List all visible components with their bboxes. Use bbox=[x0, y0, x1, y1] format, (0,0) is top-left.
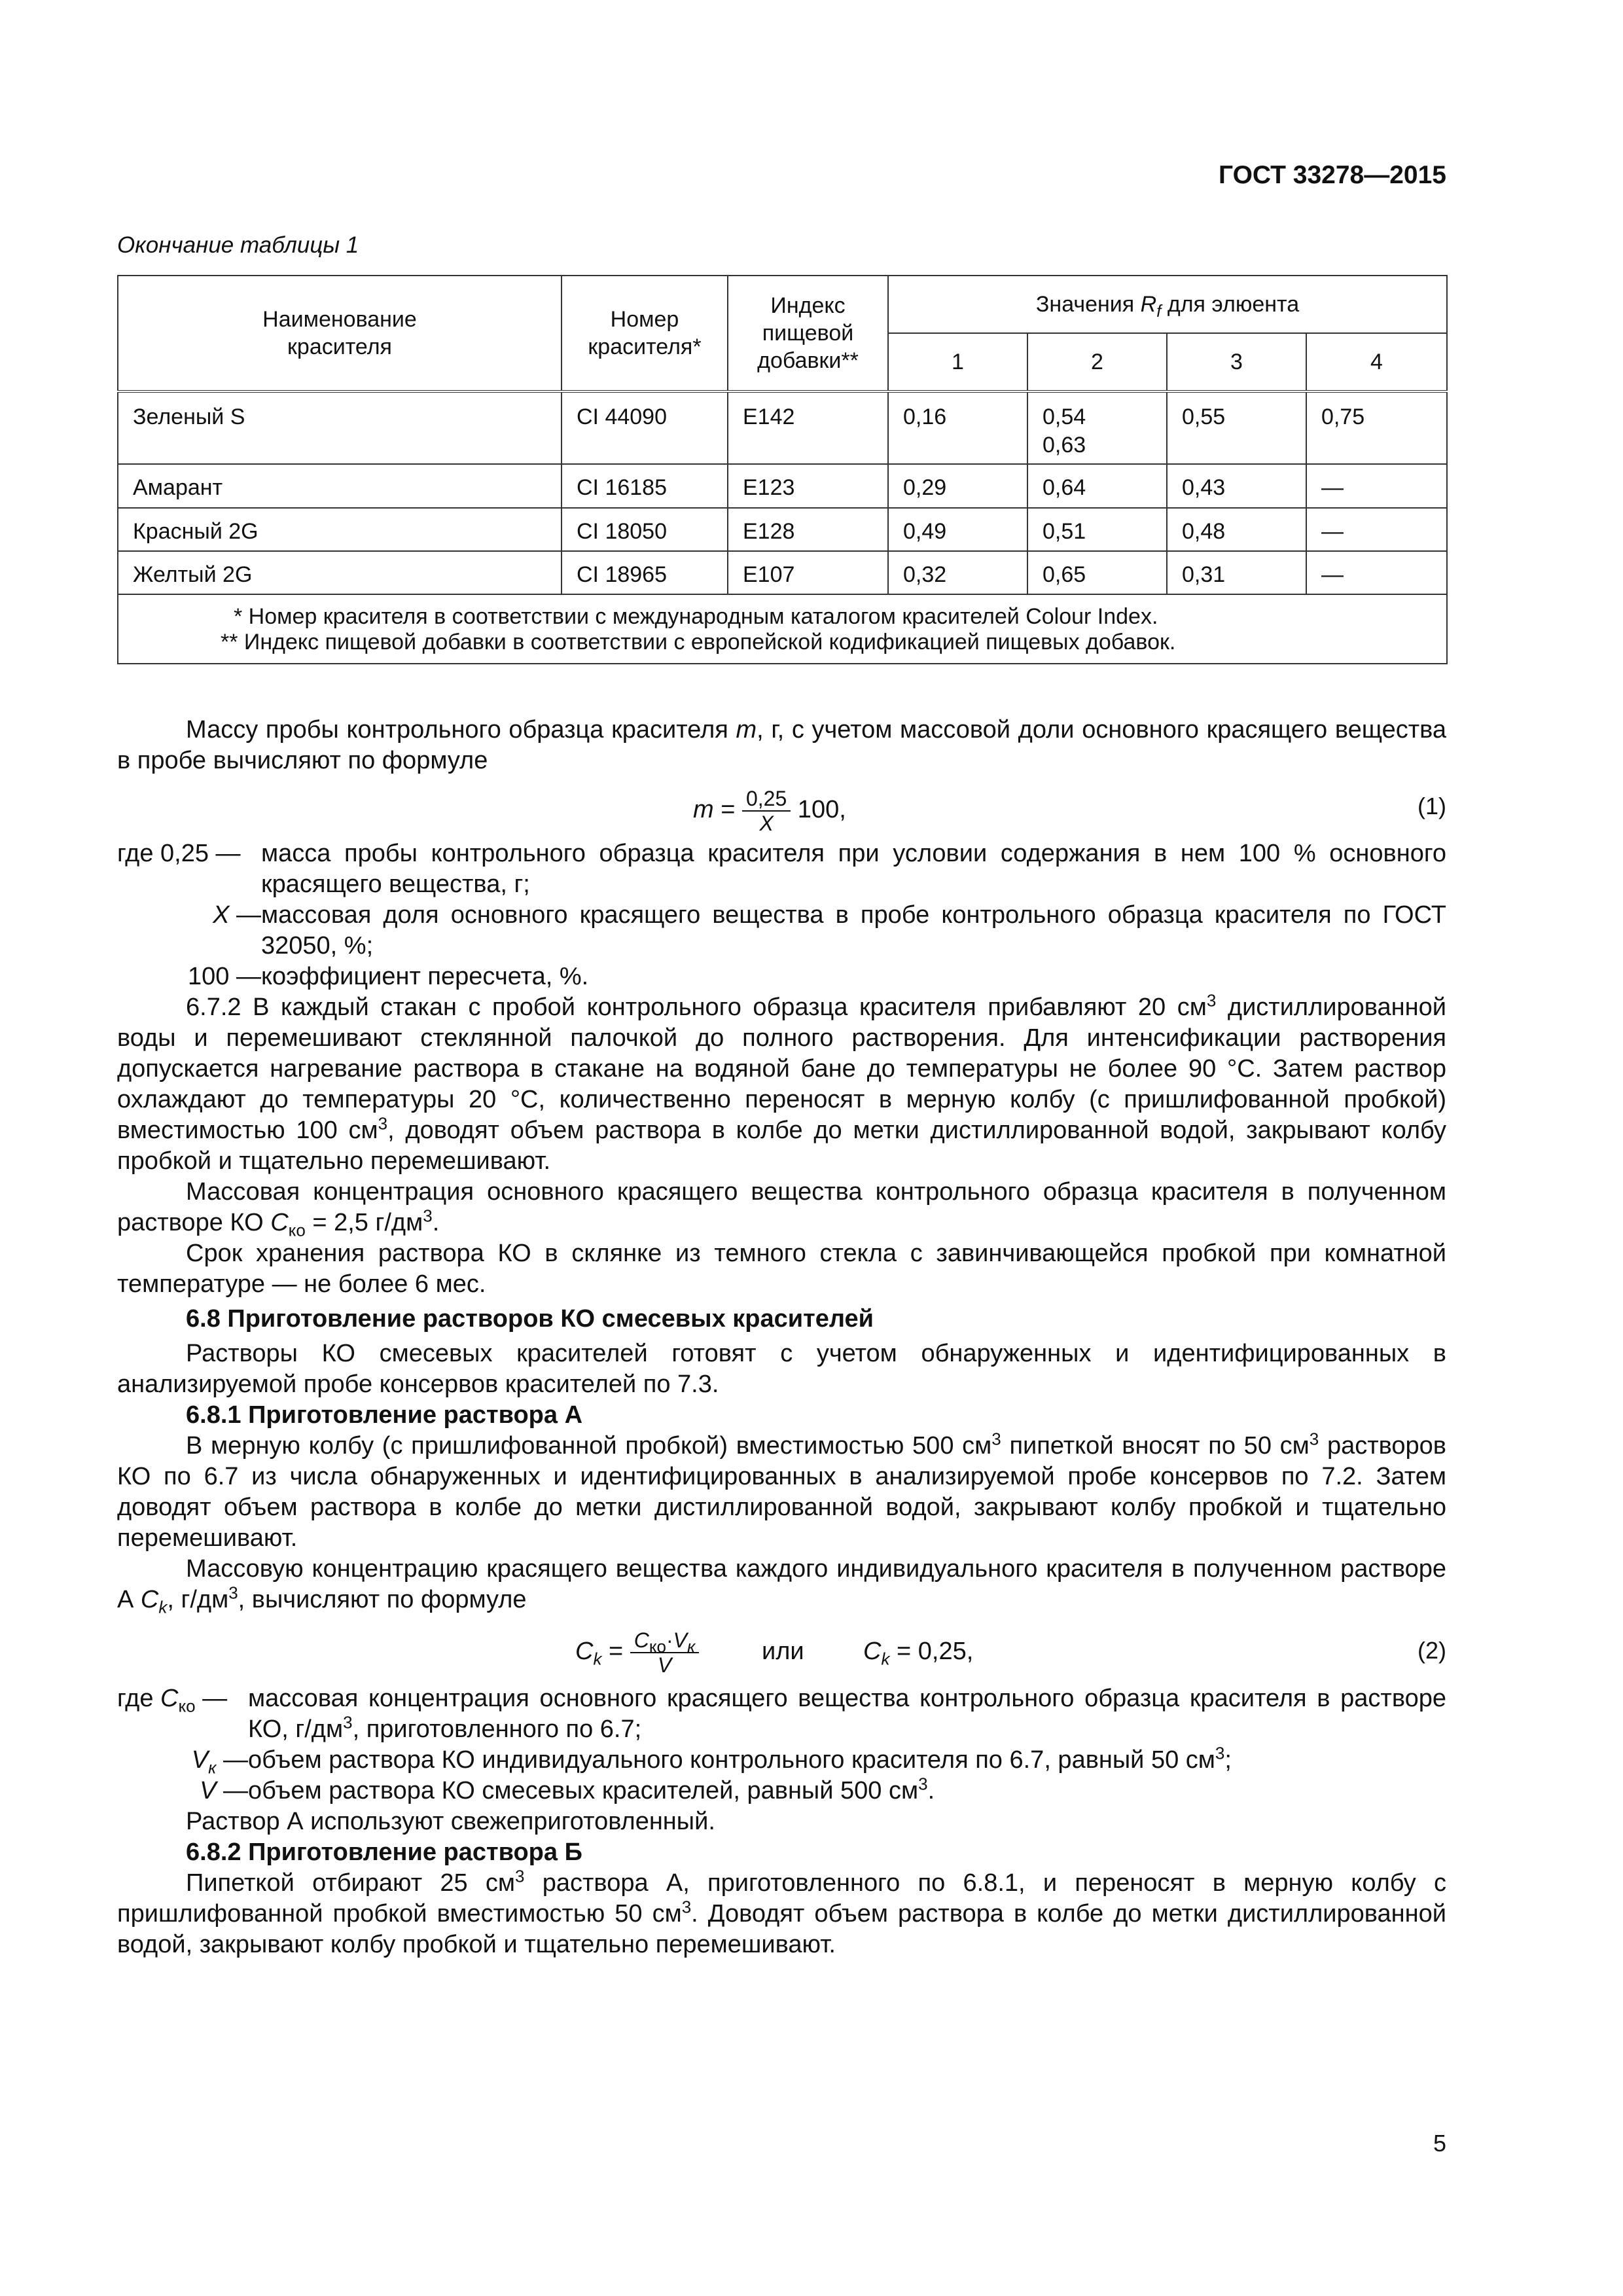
cell-rf2: 0,54 0,63 bbox=[1027, 391, 1167, 464]
where-item-4: где $C_{ко}$ — массовая концентрация основного красящего вещества контрольного образца красителя в растворе КО, $г/дм^3$, приготовленного по 6.7; bbox=[117, 1685, 1446, 1743]
cell-index: E123 bbox=[728, 464, 888, 508]
table-note-2: ** Индекс пищевой добавки в соответствии с европейской кодификацией пищевых добавок. bbox=[221, 630, 1176, 655]
cell-rf2: 0,64 bbox=[1027, 464, 1167, 508]
equation-number-2: (2) bbox=[1418, 1637, 1446, 1664]
table-notes-row bbox=[118, 594, 1447, 664]
header-eluent-2: 2 bbox=[1027, 333, 1167, 391]
cell-rf3: 0,31 bbox=[1167, 551, 1306, 594]
header-additive-index: Индекс пищевой добавки** bbox=[728, 276, 888, 391]
heading-6-8-1: 6.8.1 Приготовление раствора А bbox=[186, 1401, 583, 1429]
cell-name: Желтый 2G bbox=[118, 551, 562, 594]
where-item-6: V — объем раствора КО смесевых красителей, равный 500 $см^3$. bbox=[200, 1774, 935, 1804]
cell-rf4: — bbox=[1306, 551, 1447, 594]
cell-index: E142 bbox=[728, 391, 888, 464]
page-number: 5 bbox=[1433, 2130, 1446, 2157]
table-row bbox=[118, 551, 1447, 594]
table-caption: Окончание таблицы 1 bbox=[117, 232, 359, 258]
heading-6-8-2: 6.8.2 Приготовление раствора Б bbox=[186, 1839, 582, 1866]
body-text bbox=[117, 715, 1446, 1960]
table-row bbox=[118, 508, 1447, 551]
cell-rf2: 0,65 bbox=[1027, 551, 1167, 594]
paragraph-6-7-2: 6.7.2 В каждый стакан с пробой контрольного образца красителя прибавляют 20 $см^3$ дистиллированной воды и перемешивают стеклянной палочкой до полного растворения. Для интенсификации растворения допускается нагревание раствора в стакане на водяной бане до температуры не более 90 °С. Затем раствор охлаждают до температуры 20 °С, количественно переносят в мерную колбу (с пришлифованной пробкой) вместимостью 100 $см^3$, доводят объем раствора в колбе до метки дистиллированной водой, закрывают колбу пробкой и тщательно перемешивают. bbox=[117, 990, 1446, 1175]
formula-1: m = $\frac{0,25}{X}$ 100, (1) bbox=[693, 787, 1446, 835]
cell-number: CI 44090 bbox=[562, 391, 728, 464]
paragraph-storage: Срок хранения раствора КО в склянке из темного стекла с завинчивающейся пробкой при комнатной температуре — не более 6 мес. bbox=[117, 1240, 1446, 1298]
header-eluent-4: 4 bbox=[1306, 333, 1447, 391]
cell-rf1: 0,32 bbox=[888, 551, 1027, 594]
cell-rf1: 0,29 bbox=[888, 464, 1027, 508]
equation-number-1: (1) bbox=[1418, 793, 1446, 819]
paragraph-6-8-1: В мерную колбу (с пришлифованной пробкой) вместимостью 500 $см^3$ пипеткой вносят по 50 $см^3$ растворов КО по 6.7 из числа обнаруженных и идентифицированных в анализируемой пробе консервов по 7.2. Затем доводят объем раствора в колбе до метки дистиллированной водой, закрывают колбу пробкой и тщательно перемешивают. bbox=[117, 1429, 1446, 1552]
paragraph-ck: Массовую концентрацию красящего вещества каждого индивидуального красителя в полученном растворе А $C_k$, $г/дм^3$, вычисляют по формуле bbox=[117, 1555, 1446, 1617]
paragraph-fresh: Раствор А используют свежеприготовленный. bbox=[186, 1808, 715, 1835]
table-note-1: * Номер красителя в соответствии с международным каталогом красителей Colour Index. bbox=[234, 604, 1158, 629]
cell-index: E128 bbox=[728, 508, 888, 551]
cell-rf4: — bbox=[1306, 464, 1447, 508]
cell-index: E107 bbox=[728, 551, 888, 594]
paragraph-concentration: Массовая концентрация основного красящего вещества контрольного образца красителя в полученном растворе КО $C_{ко} = 2,5$ $г/дм^3$. bbox=[117, 1178, 1446, 1240]
dye-table bbox=[117, 275, 1448, 664]
cell-rf1: 0,49 bbox=[888, 508, 1027, 551]
formula-2: $C_k$ = $\frac{C_{ко}\cdot V_к}{V}$ или $C_k = 0,25$, (2) bbox=[575, 1628, 1446, 1677]
heading-6-8: 6.8 Приготовление растворов КО смесевых красителей bbox=[186, 1305, 874, 1333]
table-row bbox=[118, 391, 1447, 464]
cell-rf4: 0,75 bbox=[1306, 391, 1447, 464]
where-item-1: где 0,25 — масса пробы контрольного образца красителя при условии содержания в нем 100 % основного красящего вещества, г; bbox=[117, 840, 1446, 898]
cell-rf1: 0,16 bbox=[888, 391, 1027, 464]
header-dye-name: Наименование красителя bbox=[118, 276, 562, 391]
header-eluent-1: 1 bbox=[888, 333, 1027, 391]
cell-name: Зеленый S bbox=[118, 391, 562, 464]
header-eluent-3: 3 bbox=[1167, 333, 1306, 391]
paragraph-6-8-2: Пипеткой отбирают 25 $см^3$ раствора А, приготовленного по 6.8.1, и переносят в мерную колбу с пришлифованной пробкой вместимостью 50 $см^3$. Доводят объем раствора в колбе до метки дистиллированной водой, закрывают колбу пробкой и тщательно перемешивают. bbox=[117, 1866, 1446, 1958]
table-notes bbox=[118, 594, 1447, 664]
cell-rf3: 0,48 bbox=[1167, 508, 1306, 551]
cell-number: CI 16185 bbox=[562, 464, 728, 508]
cell-number: CI 18050 bbox=[562, 508, 728, 551]
where-item-3: 100 — коэффициент пересчета, %. bbox=[188, 963, 589, 990]
table-row bbox=[118, 464, 1447, 508]
where-item-5: $V_к$ — объем раствора КО индивидуального контрольного красителя по 6.7, равный 50 $см^3$; bbox=[191, 1743, 1232, 1778]
cell-name: Амарант bbox=[118, 464, 562, 508]
header-rf-values: Значения $R_f$ для элюента bbox=[888, 276, 1447, 333]
paragraph-6-8: Растворы КО смесевых красителей готовят с учетом обнаруженных и идентифицированных в анализируемой пробе консервов красителей по 7.3. bbox=[117, 1340, 1446, 1398]
cell-number: CI 18965 bbox=[562, 551, 728, 594]
cell-rf2: 0,51 bbox=[1027, 508, 1167, 551]
where-item-2: X — массовая доля основного красящего вещества в пробе контрольного образца красителя по ГОСТ 32050, %; bbox=[213, 901, 1446, 960]
standard-number: ГОСТ 33278—2015 bbox=[1219, 161, 1446, 189]
cell-rf3: 0,43 bbox=[1167, 464, 1306, 508]
header-dye-number: Номер красителя* bbox=[562, 276, 728, 391]
cell-rf4: — bbox=[1306, 508, 1447, 551]
cell-rf3: 0,55 bbox=[1167, 391, 1306, 464]
paragraph-mass: Массу пробы контрольного образца красителя m, г, с учетом массовой доли основного красящего вещества в пробе вычисляют по формуле bbox=[117, 716, 1447, 774]
cell-name: Красный 2G bbox=[118, 508, 562, 551]
table-header-row bbox=[118, 276, 1447, 333]
